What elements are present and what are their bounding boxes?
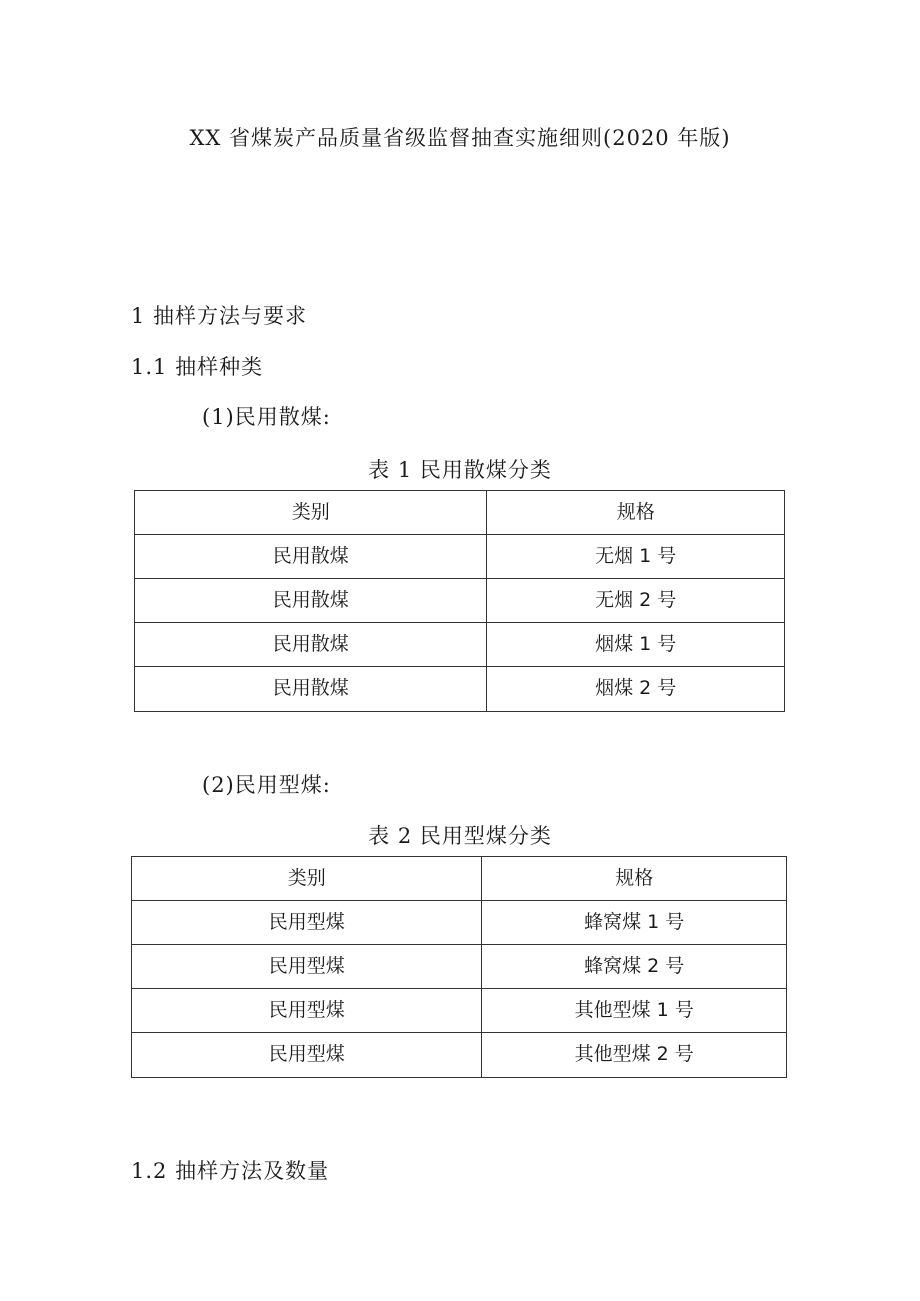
header-category: 类别 — [135, 491, 487, 535]
section-heading-1: 1 抽样方法与要求 — [131, 304, 308, 328]
header-category: 类别 — [132, 857, 482, 901]
table-row — [132, 989, 787, 1033]
cell-category: 民用型煤 — [132, 945, 482, 989]
cell-spec: 烟煤 2 号 — [487, 667, 785, 712]
cell-category: 民用散煤 — [135, 667, 487, 712]
table-row — [132, 945, 787, 989]
cell-category: 民用散煤 — [135, 623, 487, 667]
table-row — [132, 901, 787, 945]
cell-spec: 烟煤 1 号 — [487, 623, 785, 667]
table-briquette — [131, 856, 787, 1078]
cell-spec: 无烟 1 号 — [487, 535, 785, 579]
table-header-row — [132, 857, 787, 901]
table-header-row — [135, 491, 785, 535]
section-heading-1-1: 1.1 抽样种类 — [131, 355, 264, 379]
cell-category: 民用型煤 — [132, 989, 482, 1033]
cell-category: 民用散煤 — [135, 535, 487, 579]
table-row — [135, 667, 785, 712]
subitem-briquette: (2)民用型煤: — [202, 773, 331, 797]
cell-spec: 其他型煤 1 号 — [482, 989, 787, 1033]
cell-category: 民用散煤 — [135, 579, 487, 623]
cell-category: 民用型煤 — [132, 901, 482, 945]
table-loose-coal — [134, 490, 785, 712]
table1-caption: 表 1 民用散煤分类 — [368, 458, 552, 482]
header-spec: 规格 — [482, 857, 787, 901]
cell-spec: 无烟 2 号 — [487, 579, 785, 623]
cell-spec: 蜂窝煤 2 号 — [482, 945, 787, 989]
table-row — [135, 579, 785, 623]
table-row — [135, 623, 785, 667]
cell-category: 民用型煤 — [132, 1033, 482, 1078]
cell-spec: 蜂窝煤 1 号 — [482, 901, 787, 945]
table-row — [132, 1033, 787, 1078]
table-row — [135, 535, 785, 579]
subitem-loose-coal: (1)民用散煤: — [202, 405, 331, 429]
document-title: XX 省煤炭产品质量省级监督抽查实施细则(2020 年版) — [189, 126, 731, 150]
header-spec: 规格 — [487, 491, 785, 535]
cell-spec: 其他型煤 2 号 — [482, 1033, 787, 1078]
table2-caption: 表 2 民用型煤分类 — [368, 824, 552, 848]
section-heading-1-2: 1.2 抽样方法及数量 — [131, 1159, 330, 1183]
